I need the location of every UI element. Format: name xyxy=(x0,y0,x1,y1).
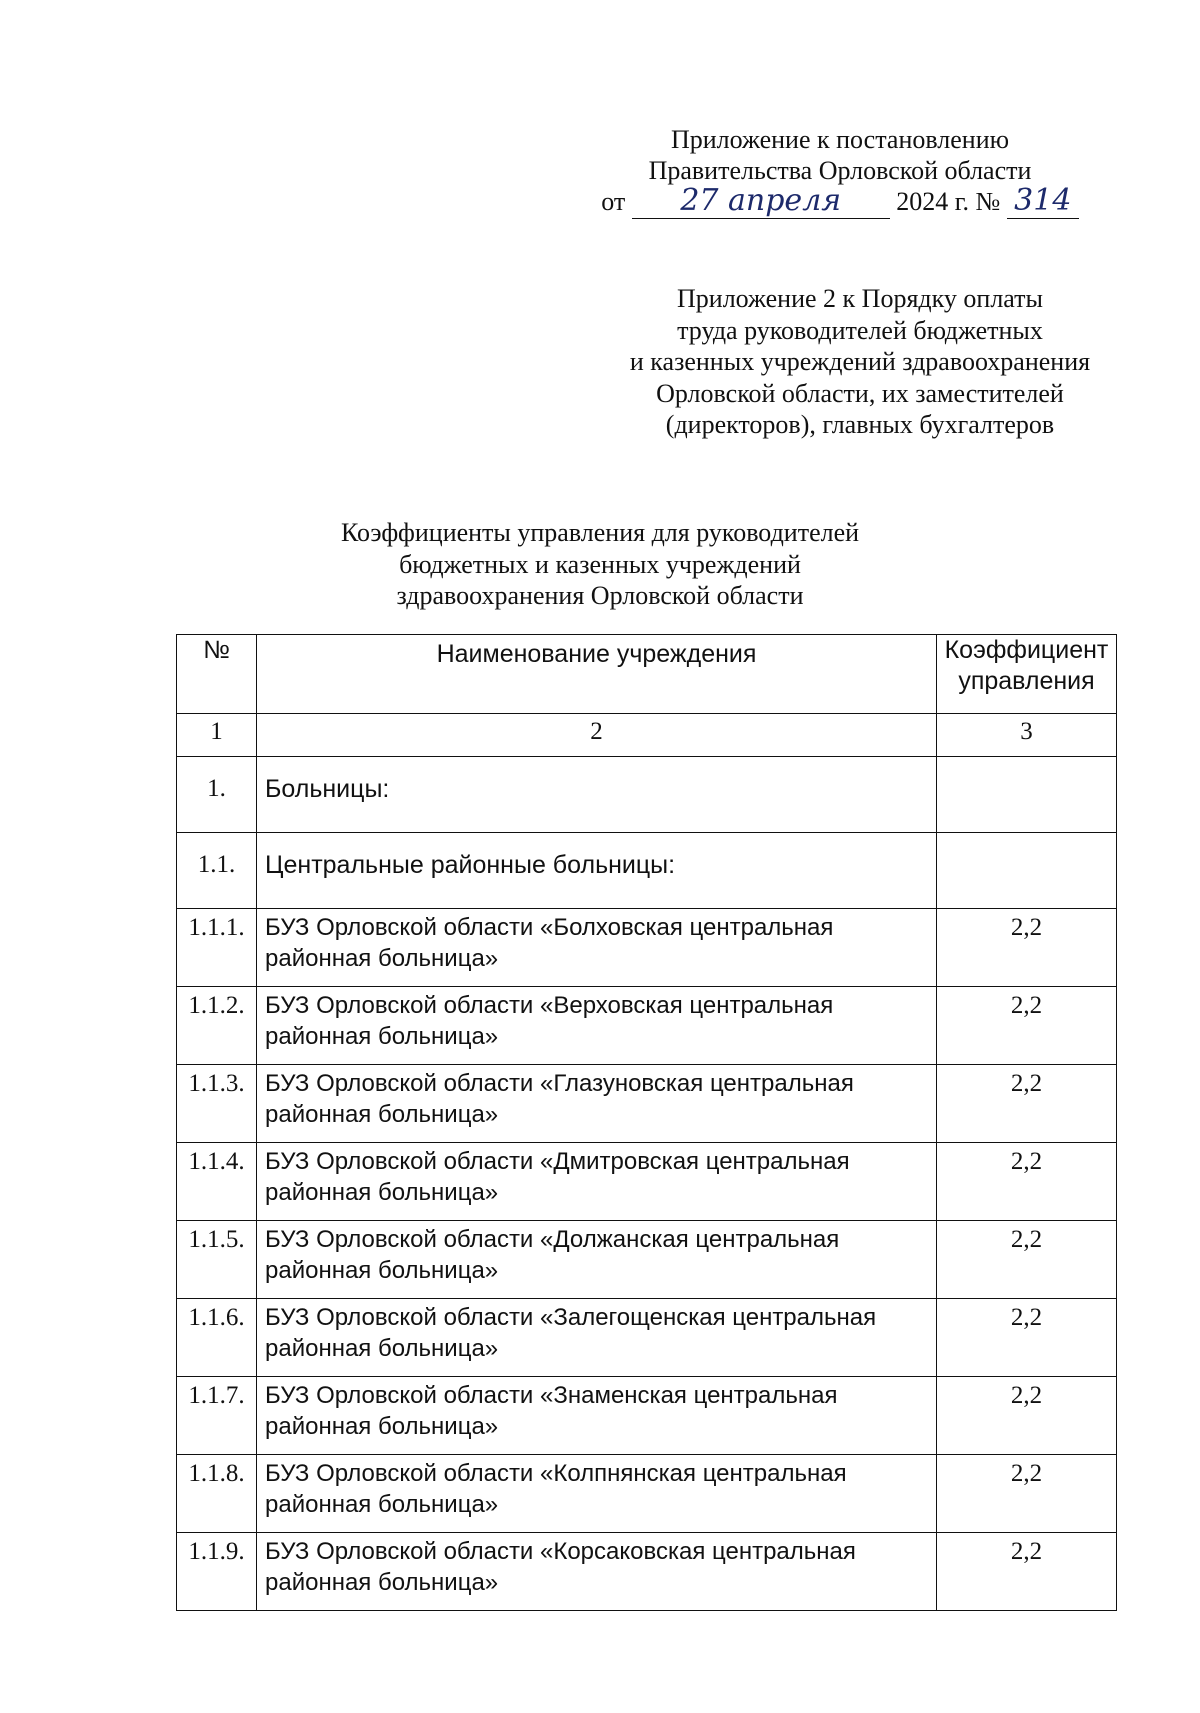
row-name-line: БУЗ Орловской области «Знаменская центральная xyxy=(265,1382,838,1409)
section-name: Больницы: xyxy=(257,757,937,833)
row-number: 1.1.5. xyxy=(177,1221,257,1299)
decree-year: 2024 г. № xyxy=(896,187,1001,216)
table-row xyxy=(177,1299,1117,1377)
header-number: № xyxy=(177,635,257,714)
row-name-line: БУЗ Орловской области «Верховская центральная xyxy=(265,992,834,1019)
row-number: 1.1.9. xyxy=(177,1533,257,1611)
section-value xyxy=(937,833,1117,909)
row-name xyxy=(257,1377,937,1455)
section-row xyxy=(177,833,1117,909)
row-coefficient: 2,2 xyxy=(937,1455,1117,1533)
table-row xyxy=(177,1533,1117,1611)
decree-prefix: от xyxy=(601,187,626,216)
table-row xyxy=(177,987,1117,1065)
row-coefficient: 2,2 xyxy=(937,1533,1117,1611)
row-name-line: БУЗ Орловской области «Болховская центральная xyxy=(265,914,834,941)
annex-2-line: и казенных учреждений здравоохранения xyxy=(629,347,1091,376)
row-name-line: районная больница» xyxy=(265,945,499,972)
column-number: 2 xyxy=(257,714,937,757)
row-name-line: БУЗ Орловской области «Должанская центральная xyxy=(265,1226,840,1253)
header-coefficient xyxy=(937,635,1117,714)
row-coefficient: 2,2 xyxy=(937,1143,1117,1221)
row-name-line: районная больница» xyxy=(265,1101,499,1128)
annex-line-2: Правительства Орловской области xyxy=(648,156,1032,185)
row-coefficient: 2,2 xyxy=(937,1377,1117,1455)
row-name xyxy=(257,1455,937,1533)
table-row xyxy=(177,1065,1117,1143)
row-name-line: районная больница» xyxy=(265,1491,499,1518)
row-coefficient: 2,2 xyxy=(937,909,1117,987)
row-coefficient: 2,2 xyxy=(937,987,1117,1065)
row-name-line: районная больница» xyxy=(265,1023,499,1050)
annex-2-line: (директоров), главных бухгалтеров xyxy=(665,410,1055,439)
decree-date-handwritten: 27 апреля xyxy=(632,188,890,219)
section-number: 1. xyxy=(177,757,257,833)
row-name-line: БУЗ Орловской области «Дмитровская центральная xyxy=(265,1148,850,1175)
column-number: 1 xyxy=(177,714,257,757)
row-coefficient: 2,2 xyxy=(937,1221,1117,1299)
row-number: 1.1.4. xyxy=(177,1143,257,1221)
row-name-line: БУЗ Орловской области «Глазуновская центральная xyxy=(265,1070,854,1097)
annex-2-header xyxy=(600,283,1120,441)
header-name: Наименование учреждения xyxy=(257,635,937,714)
table-row xyxy=(177,1143,1117,1221)
row-number: 1.1.2. xyxy=(177,987,257,1065)
row-number: 1.1.1. xyxy=(177,909,257,987)
decree-line xyxy=(560,183,1120,219)
title-line: Коэффициенты управления для руководителей xyxy=(340,518,860,547)
row-name-line: районная больница» xyxy=(265,1257,499,1284)
column-number: 3 xyxy=(937,714,1117,757)
table-row xyxy=(177,1377,1117,1455)
row-number: 1.1.8. xyxy=(177,1455,257,1533)
header-coefficient-line: Коэффициент xyxy=(944,636,1109,664)
title-line: здравоохранения Орловской области xyxy=(396,581,804,610)
row-name-line: БУЗ Орловской области «Колпнянская центральная xyxy=(265,1460,847,1487)
row-name-line: районная больница» xyxy=(265,1569,499,1596)
annex-2-line: Приложение 2 к Порядку оплаты xyxy=(677,284,1043,313)
annex-2-line: Орловской области, их заместителей xyxy=(656,378,1064,408)
table-header-row xyxy=(177,635,1117,714)
row-name xyxy=(257,1065,937,1143)
row-name xyxy=(257,1221,937,1299)
table-row xyxy=(177,909,1117,987)
table-row xyxy=(177,1455,1117,1533)
section-number: 1.1. xyxy=(177,833,257,909)
annex-2-line: труда руководителей бюджетных xyxy=(677,315,1043,345)
annex-header xyxy=(560,124,1120,219)
decree-number-handwritten: 314 xyxy=(1007,188,1079,219)
row-name xyxy=(257,987,937,1065)
row-name-line: районная больница» xyxy=(265,1413,499,1440)
table-row xyxy=(177,1221,1117,1299)
section-row xyxy=(177,757,1117,833)
row-number: 1.1.6. xyxy=(177,1299,257,1377)
row-coefficient: 2,2 xyxy=(937,1299,1117,1377)
document-title xyxy=(300,517,900,612)
row-coefficient: 2,2 xyxy=(937,1065,1117,1143)
annex-line-1: Приложение к постановлению xyxy=(670,125,1010,154)
row-name-line: районная больница» xyxy=(265,1179,499,1206)
row-name xyxy=(257,1533,937,1611)
title-line: бюджетных и казенных учреждений xyxy=(399,549,801,579)
row-name xyxy=(257,909,937,987)
section-value xyxy=(937,757,1117,833)
row-name xyxy=(257,1299,937,1377)
row-name-line: районная больница» xyxy=(265,1335,499,1362)
row-name-line: БУЗ Орловской области «Корсаковская центральная xyxy=(265,1538,856,1565)
row-name-line: БУЗ Орловской области «Залегощенская центральная xyxy=(265,1304,877,1331)
row-number: 1.1.3. xyxy=(177,1065,257,1143)
section-name: Центральные районные больницы: xyxy=(257,833,937,909)
column-numbers-row xyxy=(177,714,1117,757)
header-coefficient-line: управления xyxy=(958,667,1095,695)
row-name xyxy=(257,1143,937,1221)
coefficients-table xyxy=(176,634,1117,1611)
row-number: 1.1.7. xyxy=(177,1377,257,1455)
